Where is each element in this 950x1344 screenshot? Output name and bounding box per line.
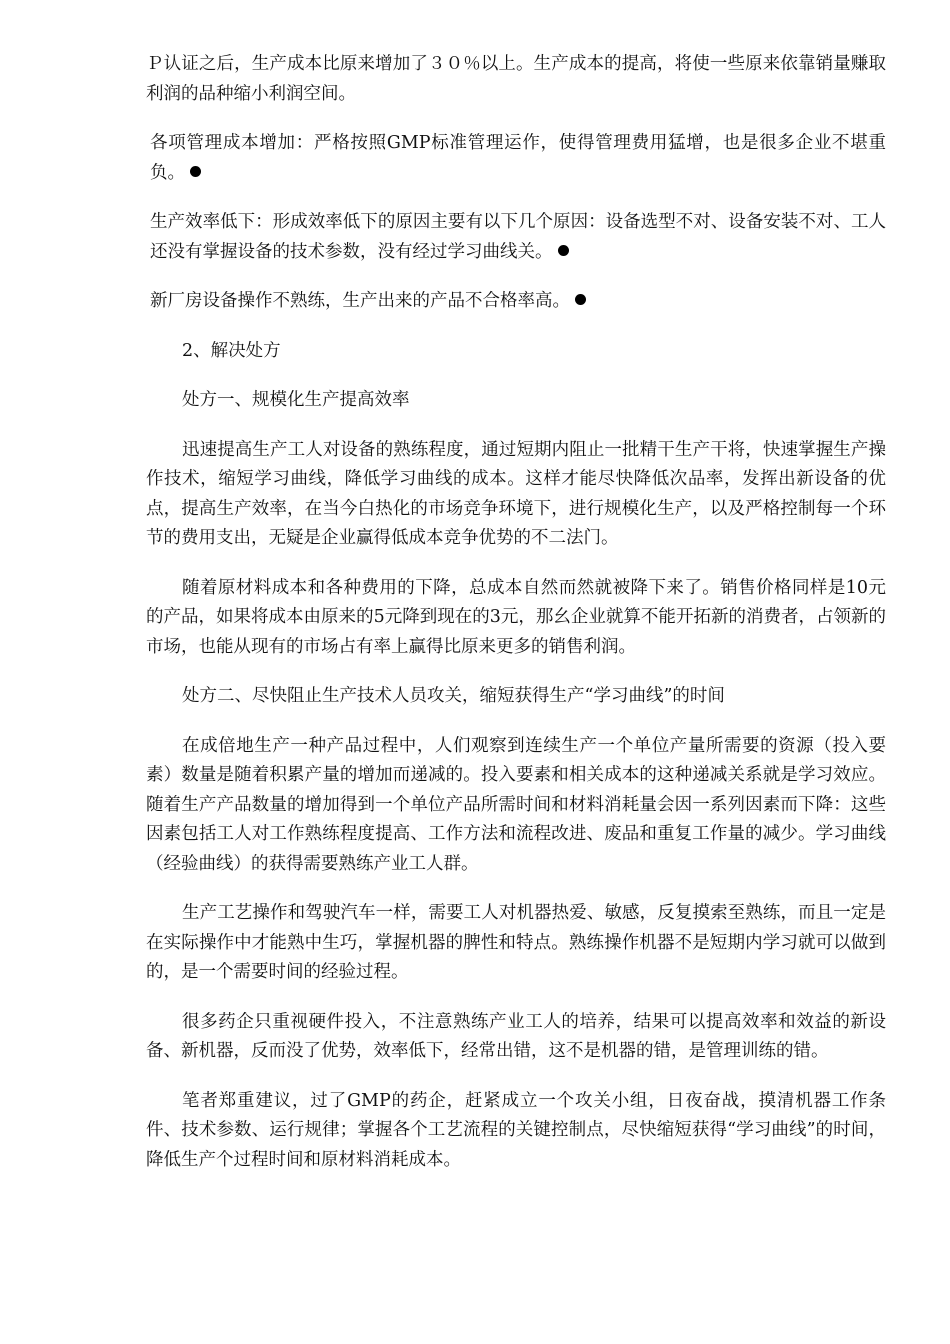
paragraph-author-advice xyxy=(146,1087,886,1176)
bullet-dot-icon xyxy=(575,294,586,305)
paragraph-driving-analogy xyxy=(146,899,886,988)
document-page xyxy=(146,50,886,1175)
paragraph-text: 随着原材料成本和各种费用的下降，总成本自然而然就被降下来了。销售价格同样是10元的产品，如果将成本由原来的5元降到现在的3元，那幺企业就算不能开拓新的消费者，占领新的市场，也能从现有的市场占有率上赢得比原来更多的销售利润。 xyxy=(146,577,886,657)
heading-text: 处方一、规模化生产提高效率 xyxy=(182,390,410,410)
section-heading-solution xyxy=(146,337,886,367)
paragraph-unskilled-operation xyxy=(146,287,886,317)
bullet-dot-icon xyxy=(190,166,201,177)
paragraph-low-efficiency xyxy=(146,208,886,267)
paragraph-cost-reduction xyxy=(146,574,886,663)
paragraph-text: 笔者郑重建议，过了GMP的药企，赶紧成立一个攻关小组，日夜奋战，摸清机器工作条件、技术参数、运行规律；掌握各个工艺流程的关键控制点，尽快缩短获得“学习曲线”的时间，降低生产个过程时间和原材料消耗成本。 xyxy=(146,1090,886,1170)
paragraph-text: 新厂房设备操作不熟练，生产出来的产品不合格率高。 xyxy=(150,291,570,311)
paragraph-text: 很多药企只重视硬件投入，不注意熟练产业工人的培养，结果可以提高效率和效益的新设备、新机器，反而没了优势，效率低下，经常出错，这不是机器的错，是管理训练的错。 xyxy=(146,1011,886,1061)
bullet-dot-icon xyxy=(558,245,569,256)
paragraph-cost-increase xyxy=(146,50,886,109)
subheading-prescription-two xyxy=(146,682,886,712)
paragraph-learning-effect xyxy=(146,732,886,880)
paragraph-text: 各项管理成本增加：严格按照GMP标准管理运作，使得管理费用猛增，也是很多企业不堪重负。 xyxy=(150,133,886,183)
paragraph-text: 迅速提高生产工人对设备的熟练程度，通过短期内阻止一批精干生产干将，快速掌握生产操作技术，缩短学习曲线，降低学习曲线的成本。这样才能尽快降低次品率，发挥出新设备的优点，提高生产效率，在当今白热化的市场竞争环境下，进行规模化生产，以及严格控制每一个环节的费用支出，无疑是企业赢得低成本竞争优势的不二法门。 xyxy=(146,439,886,548)
paragraph-hardware-focus xyxy=(146,1008,886,1067)
paragraph-text: 在成倍地生产一种产品过程中，人们观察到连续生产一个单位产量所需要的资源（投入要素）数量是随着积累产量的增加而递减的。投入要素和相关成本的这种递减关系就是学习效应。随着生产产品数量的增加得到一个单位产品所需时间和材料消耗量会因一系列因素而下降：这些因素包括工人对工作熟练程度提高、工作方法和流程改进、废品和重复工作量的减少。学习曲线（经验曲线）的获得需要熟练产业工人群。 xyxy=(146,735,886,874)
paragraph-skill-improvement xyxy=(146,436,886,554)
paragraph-text: Ｐ认证之后，生产成本比原来增加了３０％以上。生产成本的提高，将使一些原来依靠销量赚取利润的品种缩小利润空间。 xyxy=(146,54,886,104)
paragraph-text: 生产效率低下：形成效率低下的原因主要有以下几个原因：设备选型不对、设备安装不对、工人还没有掌握设备的技术参数，没有经过学习曲线关。 xyxy=(150,212,886,262)
subheading-prescription-one xyxy=(146,386,886,416)
heading-text: 2、解决处方 xyxy=(182,340,281,361)
heading-text: 处方二、尽快阻止生产技术人员攻关，缩短获得生产“学习曲线”的时间 xyxy=(182,686,725,706)
paragraph-text: 生产工艺操作和驾驶汽车一样，需要工人对机器热爱、敏感，反复摸索至熟练，而且一定是在实际操作中才能熟中生巧，掌握机器的脾性和特点。熟练操作机器不是短期内学习就可以做到的，是一个需要时间的经验过程。 xyxy=(146,903,886,982)
paragraph-management-cost xyxy=(146,129,886,188)
